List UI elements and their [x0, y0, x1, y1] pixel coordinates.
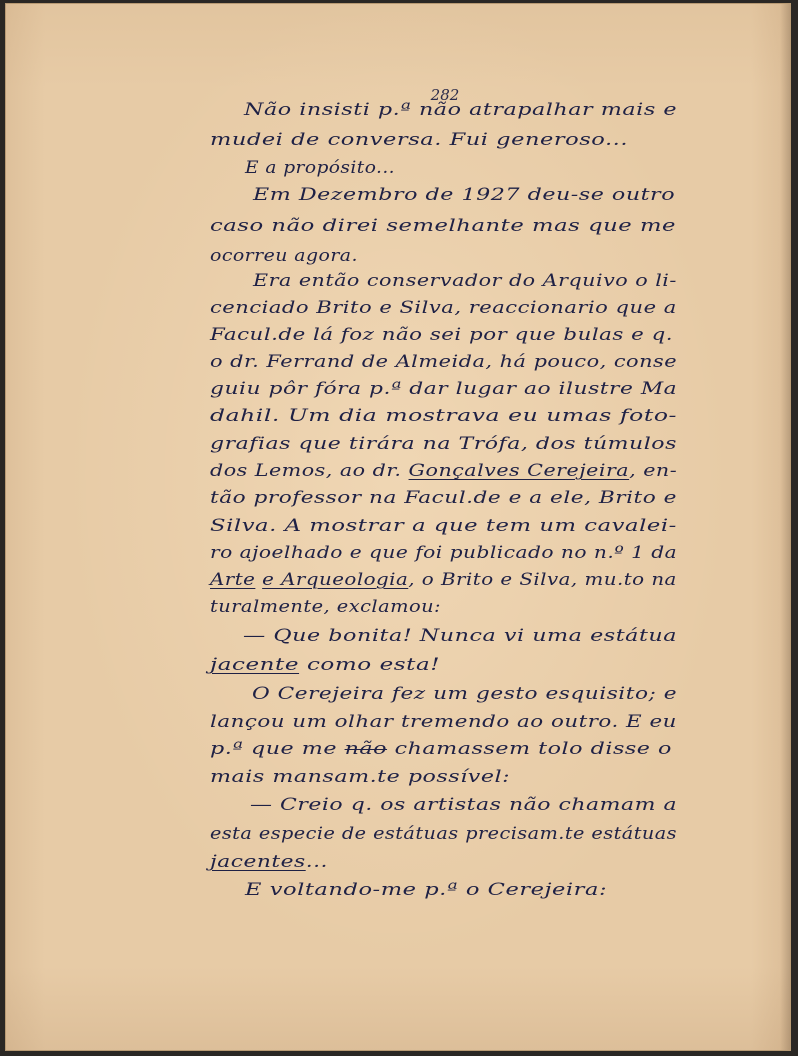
underlined-word: e Arqueologia [262, 570, 409, 590]
text-segment: como esta! [299, 655, 441, 675]
text-segment: ro ajoelhado e que foi publicado no n.º 1 da [210, 543, 678, 563]
text-line [210, 824, 677, 844]
text-segment: guiu pôr fóra p.ª dar lugar ao ilustre Ma [210, 379, 678, 399]
text-line [210, 655, 440, 675]
text-line [210, 461, 677, 481]
text-line [210, 325, 673, 345]
text-segment: Era então conservador do Arquivo o li- [253, 271, 677, 291]
text-segment: ... [305, 852, 328, 872]
text-line [253, 185, 675, 205]
text-line [252, 684, 677, 704]
text-segment: cenciado Brito e Silva, reaccionario que a [210, 298, 677, 318]
text-segment: , en- [629, 461, 678, 481]
text-segment: turalmente, exclamou: [210, 597, 442, 617]
underlined-word: Arte [210, 570, 256, 590]
text-line [210, 352, 677, 372]
text-line [210, 406, 677, 426]
text-line [210, 597, 441, 617]
text-line [210, 570, 677, 590]
text-segment: o dr. Ferrand de Almeida, há pouco, conse [210, 352, 678, 372]
text-segment: tão professor na Facul.de e a ele, Brito e [210, 488, 677, 508]
underlined-word: jacentes [210, 852, 306, 872]
text-segment: O Cerejeira fez um gesto esquisito; e [252, 684, 678, 704]
text-segment: E a propósito... [245, 158, 396, 178]
text-line [210, 216, 676, 236]
text-segment: — Que bonita! Nunca vi uma estátua [243, 626, 678, 646]
text-line [210, 488, 677, 508]
text-segment: esta especie de estátuas precisam.te estátuas [210, 824, 678, 844]
text-segment: p.ª que me [210, 739, 345, 759]
page-edge-shadow [780, 4, 790, 1050]
text-segment: Facul.de lá foz não sei por que bulas e q. [210, 325, 674, 345]
text-segment: dahil. Um dia mostrava eu umas foto- [210, 406, 677, 426]
struck-word: não [344, 739, 388, 759]
page-number: 282 [430, 86, 460, 104]
text-line [250, 795, 677, 815]
text-line [243, 626, 677, 646]
text-segment: lançou um olhar tremendo ao outro. E eu [210, 712, 677, 732]
text-segment: chamassem tolo disse o [387, 739, 672, 759]
text-line [210, 852, 328, 872]
text-segment: Em Dezembro de 1927 deu-se outro [253, 185, 676, 205]
underlined-word: jacente [210, 655, 300, 675]
text-line [210, 434, 677, 454]
text-line [210, 767, 510, 787]
text-segment: mudei de conversa. Fui generoso... [210, 130, 629, 150]
text-line [210, 712, 677, 732]
text-segment: Silva. A mostrar a que tem um cavalei- [210, 516, 677, 536]
manuscript-page [6, 4, 790, 1050]
text-line [210, 298, 677, 318]
text-segment: mais mansam.te possível: [210, 767, 511, 787]
text-line [253, 271, 677, 291]
text-line [244, 100, 677, 120]
text-line [210, 379, 677, 399]
text-segment: , o Brito e Silva, mu.to na [408, 570, 677, 590]
text-segment: ocorreu agora. [210, 246, 358, 266]
text-line [210, 739, 672, 759]
text-line [210, 516, 677, 536]
text-segment: E voltando-me p.ª o Cerejeira: [245, 880, 608, 900]
text-segment: — Creio q. os artistas não chamam a [250, 795, 678, 815]
text-line [210, 130, 628, 150]
text-segment: caso não direi semelhante mas que me [210, 216, 677, 236]
text-segment: grafias que tirára na Trófa, dos túmulos [210, 434, 677, 454]
text-segment [255, 570, 262, 590]
underlined-word: Gonçalves Cerejeira [408, 461, 630, 481]
text-line [245, 158, 395, 178]
text-line [245, 880, 607, 900]
text-line [210, 246, 358, 266]
text-line [210, 543, 677, 563]
text-segment: dos Lemos, ao dr. [210, 461, 409, 481]
text-segment: Não insisti p.ª não atrapalhar mais e [244, 100, 678, 120]
